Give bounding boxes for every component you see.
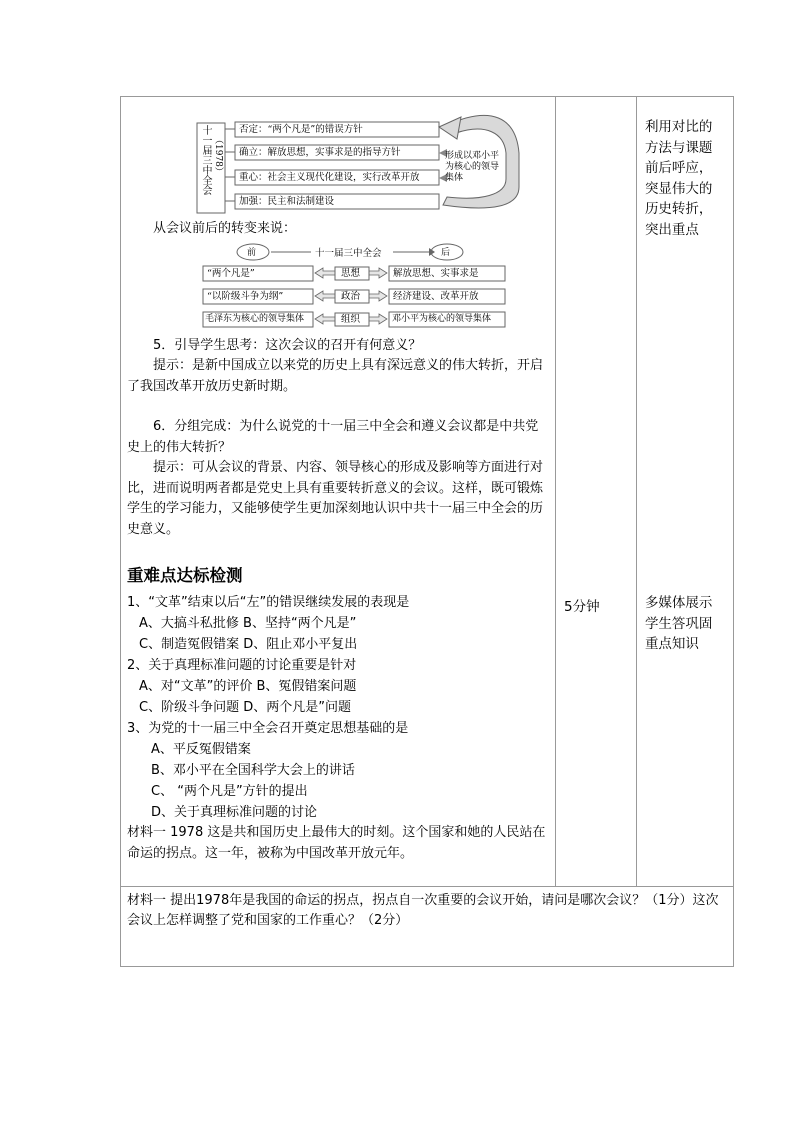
row2-right: 经济建设、改革开放 — [393, 290, 479, 302]
side-label: 十一届三中全会 — [200, 125, 211, 195]
transition-intro: 从会议前后的转变来说： — [153, 221, 297, 236]
row3-right: 邓小平为核心的领导集体 — [392, 313, 492, 324]
question-5-hint: 提示：是新中国成立以来党的历史上具有深远意义的伟大转折，开启了我国改革开放历史新时期。 — [127, 358, 544, 394]
year-label: （1978） — [213, 135, 223, 176]
test-heading: 重难点达标检测 — [127, 566, 243, 585]
row3-left: 毛泽东为核心的领导集体 — [205, 313, 305, 324]
arrow-label: 形成以邓小平为核心的领导集体 — [445, 151, 500, 183]
lesson-table — [120, 96, 734, 967]
time-cell — [556, 97, 637, 887]
lesson-row — [121, 97, 734, 887]
method-cell — [636, 97, 733, 887]
test-q3-option-a: A、平反冤假错案 — [151, 742, 251, 757]
before-after-diagram — [121, 240, 555, 328]
after-label: 后 — [441, 247, 451, 258]
test-q2-options-ab: A、对“文革”的评价 B、冤假错案问题 — [139, 679, 357, 694]
test-q1-options-ab: A、大搞斗私批修 B、坚持“两个凡是” — [139, 616, 357, 631]
time-label: 5分钟 — [564, 599, 600, 615]
test-q3-option-b: B、邓小平在全国科学大会上的讲话 — [151, 763, 355, 778]
row1-mid: 思想 — [341, 267, 361, 279]
method-bottom: 多媒体展示学生答巩固重点知识 — [644, 595, 713, 652]
row2-left: “以阶级斗争为纲” — [207, 290, 284, 302]
test-q3-option-d: D、关于真理标准问题的讨论 — [151, 805, 318, 820]
test-q3-option-c: C、 “两个凡是”方针的提出 — [151, 784, 308, 799]
test-q3: 3、为党的十一届三中全会召开奠定思想基础的是 — [127, 721, 409, 736]
before-label: 前 — [247, 247, 257, 258]
center-label: 十一届三中全会 — [315, 247, 382, 259]
row1-right: 解放思想、实事求是 — [393, 267, 479, 279]
item-2: 确立：解放思想，实事求是的指导方针 — [239, 147, 401, 158]
question-6-hint: 提示：可从会议的背景、内容、领导核心的形成及影响等方面进行对比，进而说明两者都是党史上具有重要转折意义的会议。这样，既可锻炼学生的学习能力，又能够使学生更加深刻地认识中共十一届三中全会的历史意义。 — [127, 460, 544, 537]
meeting-content-diagram — [121, 97, 555, 221]
test-q2: 2、关于真理标准问题的讨论重要是针对 — [127, 658, 357, 673]
homework-cell — [121, 887, 734, 967]
test-q2-options-cd: C、阶级斗争问题 D、两个凡是”问题 — [139, 700, 351, 715]
row1-left: “两个凡是” — [207, 267, 255, 279]
question-5: 5．引导学生思考：这次会议的召开有何意义？ — [153, 337, 422, 353]
row3-mid: 组织 — [341, 313, 361, 325]
item-3: 重心：社会主义现代化建设，实行改革开放 — [239, 172, 420, 183]
item-1: 否定：“两个凡是”的错误方针 — [239, 124, 363, 135]
item-4: 加强：民主和法制建设 — [239, 196, 335, 207]
homework-row — [121, 887, 734, 967]
material-one: 材料一 1978 这是共和国历史上最伟大的时刻。这个国家和她的人民站在命运的拐点。这一年，被称为中国改革开放元年。 — [127, 825, 546, 861]
homework-text: 材料一 提出1978年是我国的命运的拐点，拐点自一次重要的会议开始，请问是哪次会议？（1分）这次会议上怎样调整了党和国家的工作重心？（2分） — [127, 893, 719, 928]
method-top: 利用对比的方法与课题前后呼应，突显伟大的历史转折，突出重点 — [644, 119, 713, 238]
test-q1: 1、“文革”结束以后“左”的错误继续发展的表现是 — [127, 595, 410, 610]
row2-mid: 政治 — [341, 290, 361, 302]
test-q1-options-cd: C、制造冤假错案 D、阻止邓小平复出 — [139, 637, 358, 652]
question-6: 6．分组完成：为什么说党的十一届三中全会和遵义会议都是中共党史上的伟大转折？ — [127, 419, 539, 455]
content-cell — [121, 97, 556, 887]
